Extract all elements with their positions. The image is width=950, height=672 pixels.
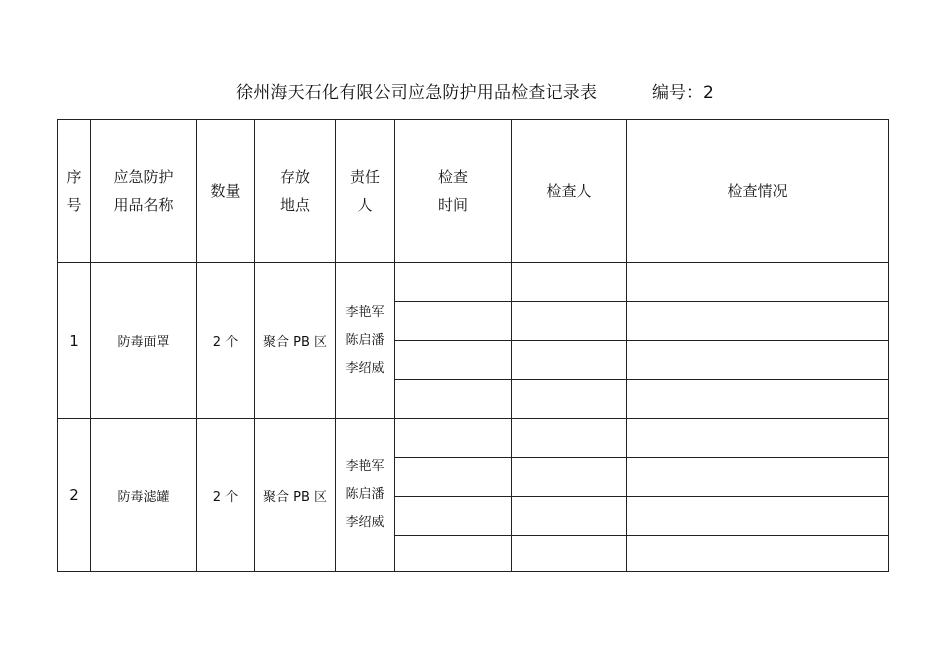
check-time-cell[interactable]	[395, 380, 512, 419]
inspection-record-table	[57, 119, 889, 572]
row-responsible: 李艳军 陈启潘 李绍威	[336, 419, 395, 572]
check-status-cell[interactable]	[627, 302, 889, 341]
check-time-cell[interactable]	[395, 497, 512, 536]
check-time-cell[interactable]	[395, 419, 512, 458]
inspector-cell[interactable]	[512, 458, 627, 497]
header-check-status: 检查情况	[627, 120, 889, 263]
header-responsible: 责任 人	[336, 120, 395, 263]
row-seq: 2	[58, 419, 91, 572]
header-quantity: 数量	[197, 120, 255, 263]
row-quantity: 2 个	[197, 263, 255, 419]
row-quantity: 2 个	[197, 419, 255, 572]
row-seq: 1	[58, 263, 91, 419]
inspector-cell[interactable]	[512, 302, 627, 341]
check-time-cell[interactable]	[395, 536, 512, 572]
inspector-cell[interactable]	[512, 380, 627, 419]
check-status-cell[interactable]	[627, 419, 889, 458]
inspector-cell[interactable]	[512, 536, 627, 572]
document-title: 徐州海天石化有限公司应急防护用品检查记录表	[236, 83, 598, 103]
header-item-name: 应急防护 用品名称	[91, 120, 197, 263]
header-row	[58, 120, 889, 263]
row-item-name: 防毒滤罐	[91, 419, 197, 572]
check-time-cell[interactable]	[395, 263, 512, 302]
row-item-name: 防毒面罩	[91, 263, 197, 419]
header-inspector: 检查人	[512, 120, 627, 263]
inspector-cell[interactable]	[512, 341, 627, 380]
inspector-cell[interactable]	[512, 497, 627, 536]
check-status-cell[interactable]	[627, 380, 889, 419]
row-location: 聚合 PB 区	[255, 263, 336, 419]
header-location: 存放 地点	[255, 120, 336, 263]
check-time-cell[interactable]	[395, 458, 512, 497]
check-status-cell[interactable]	[627, 458, 889, 497]
inspector-cell[interactable]	[512, 419, 627, 458]
inspector-cell[interactable]	[512, 263, 627, 302]
check-status-cell[interactable]	[627, 341, 889, 380]
check-time-cell[interactable]	[395, 341, 512, 380]
table-row	[58, 263, 889, 302]
row-location: 聚合 PB 区	[255, 419, 336, 572]
header-seq: 序 号	[58, 120, 91, 263]
row-responsible: 李艳军 陈启潘 李绍威	[336, 263, 395, 419]
check-time-cell[interactable]	[395, 302, 512, 341]
document-number: 编号：2	[652, 83, 714, 103]
check-status-cell[interactable]	[627, 536, 889, 572]
check-status-cell[interactable]	[627, 497, 889, 536]
check-status-cell[interactable]	[627, 263, 889, 302]
header-check-time: 检查 时间	[395, 120, 512, 263]
table-row	[58, 419, 889, 458]
